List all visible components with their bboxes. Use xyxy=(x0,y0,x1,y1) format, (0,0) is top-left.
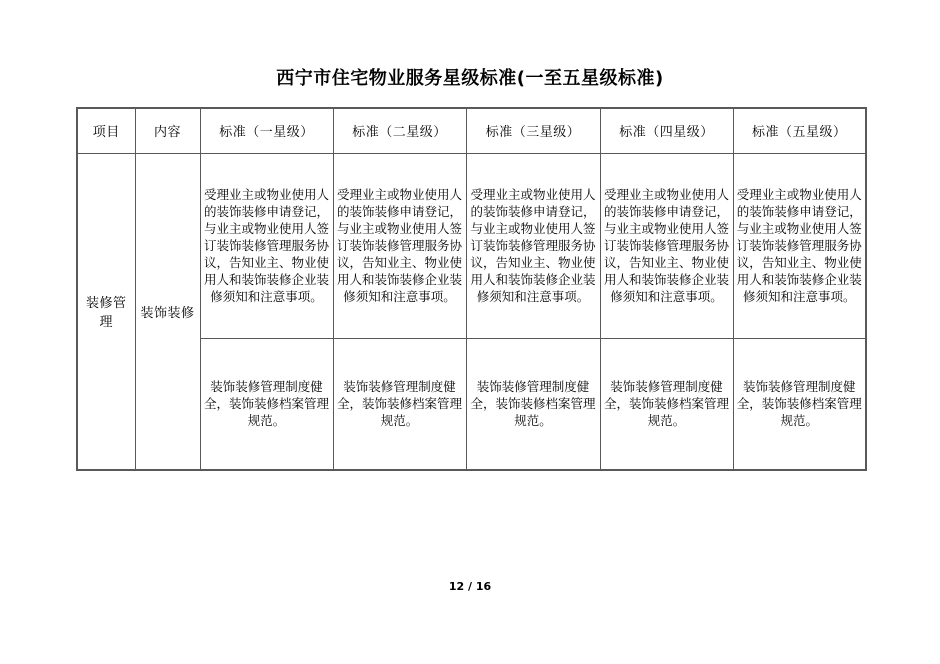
page-number: 12 / 16 xyxy=(448,580,492,593)
cell-archive-star-4: 装饰装修管理制度健全，装饰装修档案管理规范。 xyxy=(600,338,733,470)
cell-archive-star-2: 装饰装修管理制度健全，装饰装修档案管理规范。 xyxy=(333,338,466,470)
header-cell-star-2: 标准（二星级） xyxy=(333,108,466,153)
cell-registration-star-4: 受理业主或物业使用人的装饰装修申请登记，与业主或物业使用人签订装饰装修管理服务协议，告知业主、物业使用人和装饰装修企业装修须知和注意事项。 xyxy=(600,153,733,338)
cell-project-decoration-management: 装修管理 xyxy=(77,153,135,470)
cell-archive-star-1: 装饰装修管理制度健全，装饰装修档案管理规范。 xyxy=(200,338,333,470)
page-title: 西宁市住宅物业服务星级标准(一至五星级标准) xyxy=(276,68,664,89)
header-cell-star-5: 标准（五星级） xyxy=(733,108,866,153)
cell-archive-star-3: 装饰装修管理制度健全，装饰装修档案管理规范。 xyxy=(466,338,600,470)
header-cell-star-1: 标准（一星级） xyxy=(200,108,333,153)
header-cell-project: 项目 xyxy=(77,108,135,153)
cell-archive-star-5: 装饰装修管理制度健全，装饰装修档案管理规范。 xyxy=(733,338,866,470)
cell-content-decoration: 装饰装修 xyxy=(135,153,200,470)
star-standard-table xyxy=(76,107,867,471)
cell-registration-star-3: 受理业主或物业使用人的装饰装修申请登记，与业主或物业使用人签订装饰装修管理服务协议，告知业主、物业使用人和装饰装修企业装修须知和注意事项。 xyxy=(466,153,600,338)
cell-registration-star-5: 受理业主或物业使用人的装饰装修申请登记，与业主或物业使用人签订装饰装修管理服务协议，告知业主、物业使用人和装饰装修企业装修须知和注意事项。 xyxy=(733,153,866,338)
header-cell-star-3: 标准（三星级） xyxy=(466,108,600,153)
header-cell-star-4: 标准（四星级） xyxy=(600,108,733,153)
cell-registration-star-1: 受理业主或物业使用人的装饰装修申请登记，与业主或物业使用人签订装饰装修管理服务协议，告知业主、物业使用人和装饰装修企业装修须知和注意事项。 xyxy=(200,153,333,338)
cell-registration-star-2: 受理业主或物业使用人的装饰装修申请登记，与业主或物业使用人签订装饰装修管理服务协议，告知业主、物业使用人和装饰装修企业装修须知和注意事项。 xyxy=(333,153,466,338)
header-cell-content: 内容 xyxy=(135,108,200,153)
table-header-row xyxy=(77,108,866,153)
table-row-registration xyxy=(77,153,866,338)
